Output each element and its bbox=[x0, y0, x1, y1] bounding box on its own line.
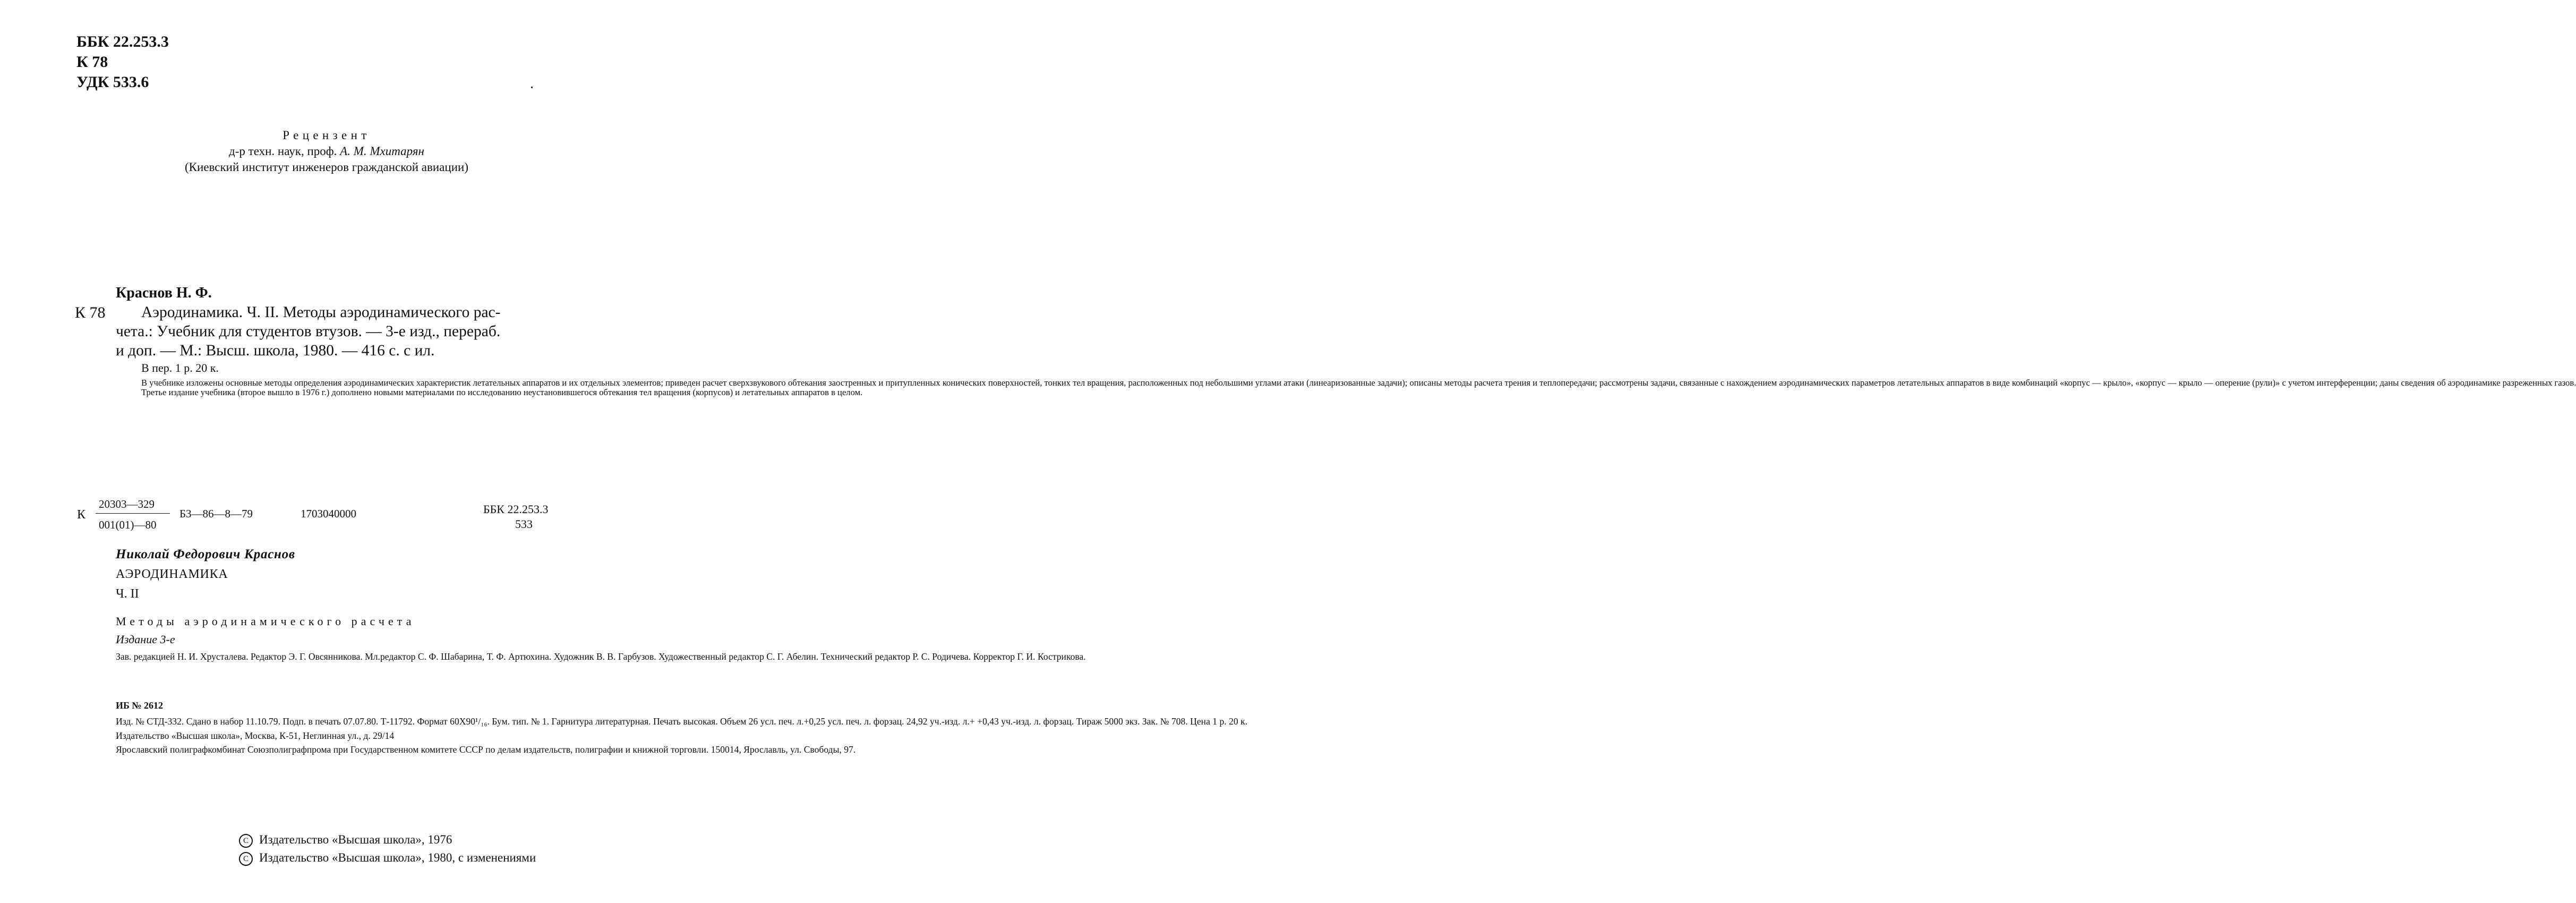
entry-description bbox=[116, 303, 567, 360]
ib-number: ИБ № 2612 bbox=[116, 700, 163, 711]
index-denominator: 001(01)—80 bbox=[99, 518, 157, 531]
book-subtitle: Методы аэродинамического расчета bbox=[116, 615, 415, 628]
bbk-code: ББК 22.253.3 bbox=[76, 33, 169, 50]
imprint bbox=[116, 716, 1248, 759]
author-full-name: Николай Федорович Краснов bbox=[116, 547, 295, 561]
entry-line-1: Аэродинамика. Ч. II. Методы аэродинамического рас- bbox=[141, 304, 501, 321]
reviewer-name: А. М. Мхитарян bbox=[340, 144, 424, 158]
index-b3: Б3—86—8—79 bbox=[179, 507, 253, 520]
index-code: 1703040000 bbox=[301, 507, 356, 520]
index-fraction-line bbox=[96, 513, 170, 514]
entry-author: Краснов Н. Ф. bbox=[116, 285, 212, 301]
credits-text: Зав. редакцией Н. И. Хрусталева. Редактор Э. Г. Овсянникова. Мл.редактор С. Ф. Шабарина, Т. Ф. Артюхина. Художник В. В. Гарбузов. Художественный редактор С. Г. Абелин. Технический редактор Р. С. Родичева. Корректор Г. И. Кострикова. bbox=[116, 651, 1086, 662]
publisher-address: Издательство «Высшая школа», Москва, К-51, Неглинная ул., д. 29/14 bbox=[116, 730, 395, 741]
index-numerator: 20303—329 bbox=[99, 498, 155, 510]
credits bbox=[116, 651, 1086, 662]
copyright-line-1 bbox=[239, 833, 452, 848]
copyright-icon: C bbox=[239, 834, 253, 848]
entry-code: К 78 bbox=[75, 304, 106, 321]
copyright-text-1: Издательство «Высшая школа», 1976 bbox=[259, 833, 452, 846]
book-edition: Издание 3-е bbox=[116, 633, 175, 646]
print-data: Изд. № СТД-332. Сдано в набор 11.10.79. Подп. в печать 07.07.80. Т-11792. Формат 60Х90¹/₁₆. Бум. тип. № 1. Гарнитура литературная. Печать высокая. Объем 26 усл. печ. л.+0,25 усл. печ. л. форзац. 24,92 уч.-изд. л.+ +0,43 уч.-изд. л. форзац. Тираж 5000 экз. Зак. № 708. Цена 1 р. 20 к. bbox=[116, 716, 1248, 727]
reviewer-institution: (Киевский институт инженеров гражданской авиации) bbox=[185, 160, 468, 174]
annotation-paragraph-2: Третье издание учебника (второе вышло в 1976 г.) дополнено новыми материалами по исследованию неустановившегося обтекания тел вращения (корпусов) и летательных аппаратов в целом. bbox=[141, 387, 863, 397]
printer-info: Ярославский полиграфкомбинат Союзполиграфпрома при Государственном комитете СССР по делам издательств, полиграфии и книжной торговли. 150014, Ярославль, ул. Свободы, 97. bbox=[116, 744, 856, 755]
annotation bbox=[116, 378, 2576, 397]
index-k: К bbox=[77, 508, 86, 522]
book-part: Ч. II bbox=[116, 587, 139, 601]
reviewer-block bbox=[0, 127, 637, 175]
entry-line-3: и доп. — М.: Высш. школа, 1980. — 416 с. с ил. bbox=[116, 342, 435, 359]
udk-code: УДК 533.6 bbox=[76, 73, 149, 91]
copyright-icon: C bbox=[239, 852, 253, 866]
copyright-line-2 bbox=[239, 851, 536, 866]
copyright-text-2: Издательство «Высшая школа», 1980, с изменениями bbox=[259, 851, 536, 864]
reviewer-heading: Рецензент bbox=[283, 129, 371, 142]
classification-codes bbox=[76, 32, 169, 92]
entry-line-2: чета.: Учебник для студентов втузов. — 3-е изд., перераб. bbox=[116, 323, 501, 340]
print-speck bbox=[531, 87, 533, 88]
book-title: АЭРОДИНАМИКА bbox=[116, 567, 228, 581]
annotation-paragraph-1: В учебнике изложены основные методы определения аэродинамических характеристик летательных аппаратов и их отдельных элементов; приведен расчет сверхзвукового обтекания заостренных и притупленных конических поверхностей, тонких тел вращения, расположенных под небольшими углами атаки (линеаризованные задачи); описаны методы расчета трения и теплопередачи; рассмотрены задачи, связанные с нахождением аэродинамических параметров летательных аппаратов в виде комбинаций «корпус — крыло», «корпус — крыло — оперение (рули)» с учетом интерференции; даны сведения об аэродинамике разреженных газов. bbox=[141, 378, 2576, 388]
index-bbk: ББК 22.253.3 bbox=[483, 502, 549, 516]
entry-price: В пер. 1 р. 20 к. bbox=[141, 361, 219, 374]
reviewer-degree: д-р техн. наук, проф. bbox=[229, 144, 337, 158]
author-sign-code: К 78 bbox=[76, 53, 108, 71]
index-bbk-sub: 533 bbox=[515, 517, 533, 531]
